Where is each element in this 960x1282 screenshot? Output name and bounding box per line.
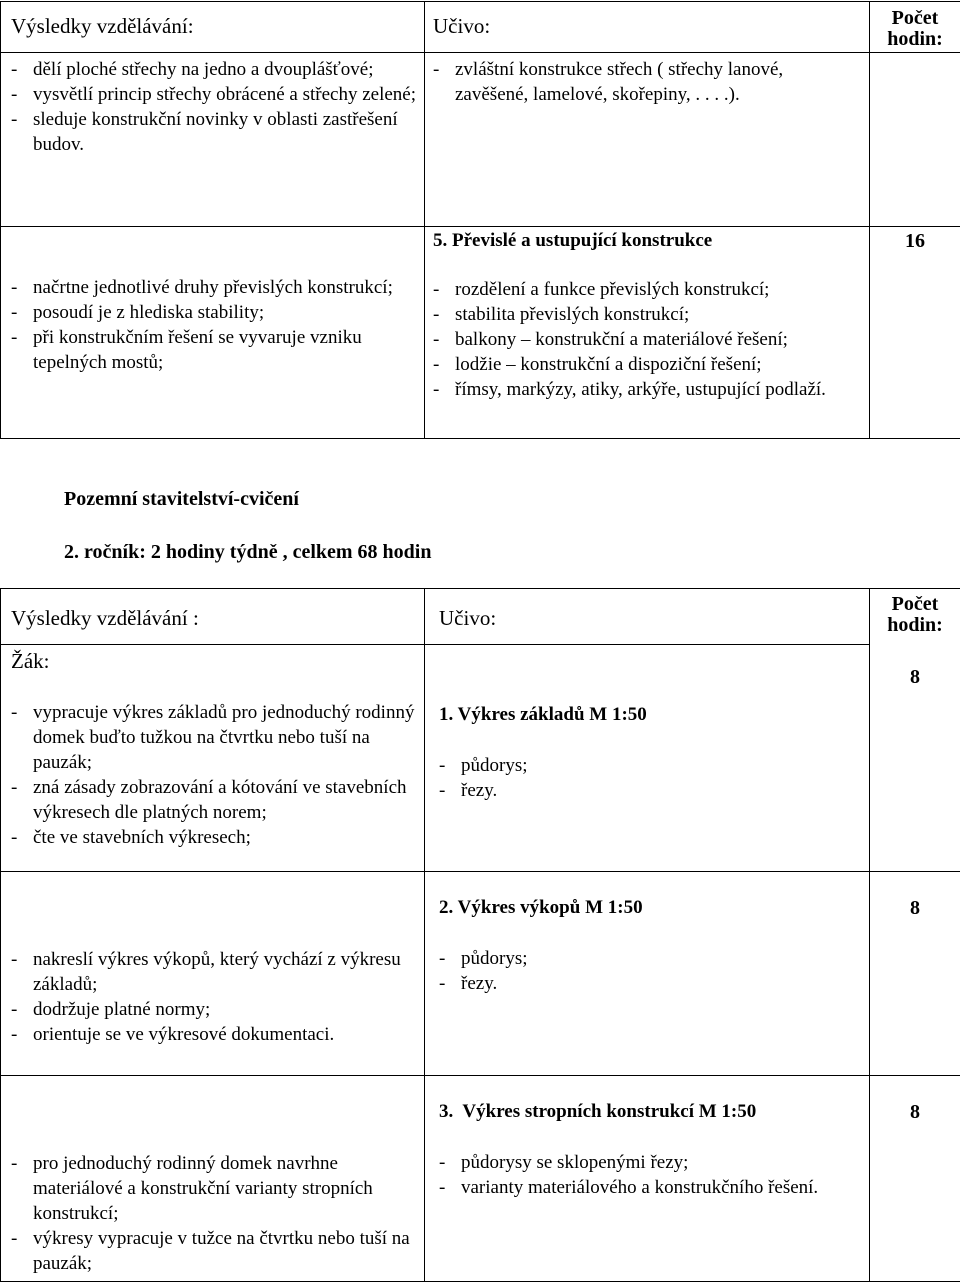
list-item: - půdorys; xyxy=(439,946,861,971)
curriculum-table-1 xyxy=(0,1,960,439)
outcomes-cell xyxy=(1,645,425,872)
list-item: - posoudí je z hlediska stability; xyxy=(11,300,416,325)
list-item: - zvláštní konstrukce střech ( střechy lanové, zavěšené, lamelové, skořepiny, . . . .). xyxy=(433,57,861,107)
header-content: Učivo: xyxy=(425,589,870,645)
list-item: - vysvětlí princip střechy obrácené a střechy zelené; xyxy=(11,82,416,107)
outcomes-list xyxy=(11,947,416,1047)
content-cell xyxy=(425,227,870,439)
list-item: - dodržuje platné normy; xyxy=(11,997,416,1022)
outcomes-cell xyxy=(1,227,425,439)
list-item: - řezy. xyxy=(439,778,861,803)
list-item: - pro jednoduchý rodinný domek navrhne materiálové a konstrukční varianty stropních konstrukcí; xyxy=(11,1151,416,1226)
list-item: - načrtne jednotlivé druhy převislých konstrukcí; xyxy=(11,275,416,300)
list-item: - sleduje konstrukční novinky v oblasti zastřešení budov. xyxy=(11,107,416,157)
list-item: - stabilita převislých konstrukcí; xyxy=(433,302,861,327)
list-item: - půdorysy se sklopenými řezy; xyxy=(439,1150,861,1175)
header-hours xyxy=(870,589,960,872)
list-item: - řezy. xyxy=(439,971,861,996)
topic-title: 2. Výkres výkopů M 1:50 xyxy=(439,896,861,946)
header-hours-line2: hodin: xyxy=(870,29,960,50)
content-cell xyxy=(425,53,870,227)
outcomes-list xyxy=(11,1151,416,1276)
header-hours-line1: Počet xyxy=(870,594,960,615)
content-cell xyxy=(425,872,870,1076)
outcomes-cell xyxy=(1,1076,425,1282)
content-list xyxy=(439,946,861,996)
topic-title: 3. Výkres stropních konstrukcí M 1:50 xyxy=(439,1100,861,1150)
content-list xyxy=(433,57,861,107)
hours-value: 8 xyxy=(870,667,960,688)
content-list xyxy=(439,1150,861,1200)
header-hours-line2: hodin: xyxy=(870,615,960,636)
content-cell xyxy=(425,1076,870,1282)
content-cell xyxy=(425,645,870,872)
list-item: - půdorys; xyxy=(439,753,861,778)
pupil-label: Žák: xyxy=(11,649,416,700)
outcomes-list xyxy=(11,57,416,157)
header-outcomes: Výsledky vzdělávání: xyxy=(1,2,425,53)
list-item: - při konstrukčním řešení se vyvaruje vzniku tepelných mostů; xyxy=(11,325,416,375)
outcomes-list xyxy=(11,700,416,850)
header-hours xyxy=(870,2,960,53)
topic-title: 5. Převislé a ustupující konstrukce xyxy=(433,227,861,277)
hours-value: 8 xyxy=(870,1076,960,1282)
list-item: - dělí ploché střechy na jedno a dvouplášťové; xyxy=(11,57,416,82)
header-content: Učivo: xyxy=(425,2,870,53)
list-item: - balkony – konstrukční a materiálové řešení; xyxy=(433,327,861,352)
topic-title: 1. Výkres základů M 1:50 xyxy=(439,703,861,753)
content-list xyxy=(439,753,861,803)
list-item: - rozdělení a funkce převislých konstrukcí; xyxy=(433,277,861,302)
list-item: - čte ve stavebních výkresech; xyxy=(11,825,416,850)
header-hours-line1: Počet xyxy=(870,8,960,29)
outcomes-cell xyxy=(1,53,425,227)
section-subtitle: 2. ročník: 2 hodiny týdně , celkem 68 hodin xyxy=(64,541,431,564)
list-item: - výkresy vypracuje v tužce na čtvrtku nebo tuší na pauzák; xyxy=(11,1226,416,1276)
list-item: - lodžie – konstrukční a dispoziční řešení; xyxy=(433,352,861,377)
hours-value: 16 xyxy=(870,227,960,439)
outcomes-cell xyxy=(1,872,425,1076)
list-item: - varianty materiálového a konstrukčního řešení. xyxy=(439,1175,861,1200)
section-title: Pozemní stavitelství-cvičení xyxy=(64,488,299,511)
list-item: - římsy, markýzy, atiky, arkýře, ustupující podlaží. xyxy=(433,377,861,402)
list-item: - nakreslí výkres výkopů, který vychází z výkresu základů; xyxy=(11,947,416,997)
hours-value: 8 xyxy=(870,872,960,1076)
list-item: - orientuje se ve výkresové dokumentaci. xyxy=(11,1022,416,1047)
list-item: - zná zásady zobrazování a kótování ve stavebních výkresech dle platných norem; xyxy=(11,775,416,825)
curriculum-table-2 xyxy=(0,588,960,1282)
hours-cell xyxy=(870,53,960,227)
content-list xyxy=(433,277,861,402)
list-item: - vypracuje výkres základů pro jednoduchý rodinný domek buďto tužkou na čtvrtku nebo tuší na pauzák; xyxy=(11,700,416,775)
outcomes-list xyxy=(11,275,416,375)
header-outcomes: Výsledky vzdělávání : xyxy=(1,589,425,645)
